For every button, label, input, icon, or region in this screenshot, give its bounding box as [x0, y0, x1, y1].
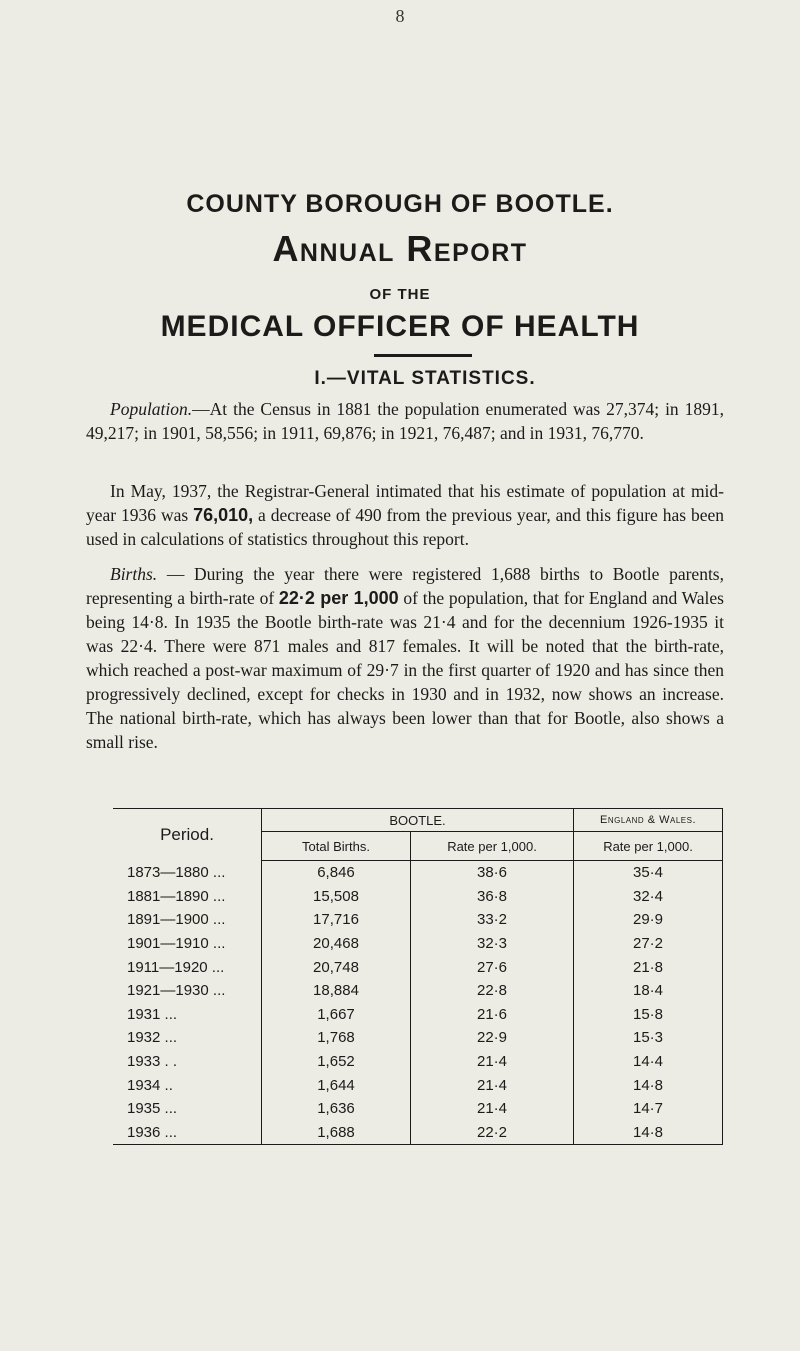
row-period: 1931 ...	[113, 1003, 262, 1027]
bootle-header: BOOTLE.	[262, 809, 574, 832]
page-number: 8	[395, 6, 405, 26]
row-bootle-rate: 21·6	[411, 1003, 574, 1027]
row-england-rate: 32·4	[574, 885, 723, 909]
row-total-births: 20,748	[262, 955, 411, 979]
row-period: 1934 ..	[113, 1073, 262, 1097]
table-body	[113, 861, 723, 1145]
row-england-rate: 14·7	[574, 1097, 723, 1121]
annual-report-title: Annual Report	[272, 228, 528, 269]
period-header: Period.	[113, 809, 262, 861]
row-england-rate: 18·4	[574, 979, 723, 1003]
row-total-births: 1,652	[262, 1050, 411, 1074]
row-period: 1936 ...	[113, 1121, 262, 1145]
england-rate-header: Rate per 1,000.	[574, 832, 723, 861]
bootle-rate-header: Rate per 1,000.	[411, 832, 574, 861]
row-period: 1901—1910 ...	[113, 932, 262, 956]
row-total-births: 1,688	[262, 1121, 411, 1145]
births-lead: Births.	[110, 564, 158, 584]
row-england-rate: 14·8	[574, 1121, 723, 1145]
row-bootle-rate: 33·2	[411, 908, 574, 932]
total-births-header: Total Births.	[262, 832, 411, 861]
population-paragraph	[86, 397, 724, 445]
row-period: 1933 . .	[113, 1050, 262, 1074]
births-rate: 22·2 per 1,000	[278, 588, 399, 608]
row-england-rate: 15·3	[574, 1026, 723, 1050]
row-bootle-rate: 22·9	[411, 1026, 574, 1050]
row-period: 1911—1920 ...	[113, 955, 262, 979]
row-period: 1935 ...	[113, 1097, 262, 1121]
table-row	[113, 979, 723, 1003]
table-row	[113, 1097, 723, 1121]
table-row	[113, 1073, 723, 1097]
row-period: 1932 ...	[113, 1026, 262, 1050]
row-bootle-rate: 32·3	[411, 932, 574, 956]
births-text-before: — During the year there were registered 1,688 births to Bootle parents, representing a birth-rate of	[86, 564, 724, 608]
births-paragraph	[86, 562, 724, 754]
estimate-text-after: a decrease of 490 from the previous year, and this figure has been used in calculations of statistics throughout this report.	[86, 505, 724, 549]
row-total-births: 18,884	[262, 979, 411, 1003]
row-period: 1881—1890 ...	[113, 885, 262, 909]
table-row	[113, 1121, 723, 1145]
row-england-rate: 15·8	[574, 1003, 723, 1027]
row-bootle-rate: 27·6	[411, 955, 574, 979]
row-total-births: 1,644	[262, 1073, 411, 1097]
row-period: 1891—1900 ...	[113, 908, 262, 932]
title-divider	[374, 354, 472, 357]
row-bootle-rate: 21·4	[411, 1073, 574, 1097]
population-lead: Population.	[110, 399, 193, 419]
table-row	[113, 1003, 723, 1027]
table-row	[113, 932, 723, 956]
row-bootle-rate: 22·8	[411, 979, 574, 1003]
table-row	[113, 1050, 723, 1074]
row-period: 1873—1880 ...	[113, 861, 262, 885]
population-text: —At the Census in 1881 the population enumerated was 27,374; in 1891, 49,217; in 1901, 58,556; in 1911, 69,876; in 1921, 76,487; and in 1931, 76,770.	[86, 399, 724, 443]
england-wales-header: England & Wales.	[574, 809, 723, 832]
row-total-births: 1,636	[262, 1097, 411, 1121]
table-row	[113, 861, 723, 885]
row-total-births: 17,716	[262, 908, 411, 932]
county-title: COUNTY BOROUGH OF BOOTLE.	[186, 190, 614, 218]
row-england-rate: 27·2	[574, 932, 723, 956]
table-row	[113, 908, 723, 932]
row-total-births: 20,468	[262, 932, 411, 956]
estimate-figure: 76,010,	[193, 505, 254, 525]
row-england-rate: 21·8	[574, 955, 723, 979]
row-bootle-rate: 38·6	[411, 861, 574, 885]
row-england-rate: 35·4	[574, 861, 723, 885]
row-england-rate: 14·8	[574, 1073, 723, 1097]
births-text-after: of the population, that for England and Wales being 14·8. In 1935 the Bootle birth-rate was 21·4 and for the decennium 1926-1935 it was 22·4. There were 871 males and 817 females. It will be noted that the birth-rate, which reached a post-war maximum of 29·7 in the first quarter of 1920 and has since then progressively declined, except for checks in 1930 and in 1932, now shows an increase. The national birth-rate, which has always been lower than that for Bootle, also shows a small rise.	[86, 588, 724, 752]
table-row	[113, 955, 723, 979]
row-bootle-rate: 21·4	[411, 1050, 574, 1074]
table-row	[113, 885, 723, 909]
of-the-label: OF THE	[369, 286, 431, 303]
medical-officer-title: MEDICAL OFFICER OF HEALTH	[160, 310, 640, 343]
births-table	[113, 808, 723, 1145]
row-england-rate: 29·9	[574, 908, 723, 932]
row-bootle-rate: 21·4	[411, 1097, 574, 1121]
row-bootle-rate: 22·2	[411, 1121, 574, 1145]
estimate-paragraph	[86, 479, 724, 551]
row-bootle-rate: 36·8	[411, 885, 574, 909]
row-england-rate: 14·4	[574, 1050, 723, 1074]
row-total-births: 1,667	[262, 1003, 411, 1027]
row-total-births: 6,846	[262, 861, 411, 885]
table-row	[113, 1026, 723, 1050]
estimate-text-before: In May, 1937, the Registrar-General intimated that his estimate of population at mid-year 1936 was	[86, 481, 724, 525]
section-heading: I.—VITAL STATISTICS.	[314, 368, 536, 389]
row-total-births: 1,768	[262, 1026, 411, 1050]
row-period: 1921—1930 ...	[113, 979, 262, 1003]
row-total-births: 15,508	[262, 885, 411, 909]
